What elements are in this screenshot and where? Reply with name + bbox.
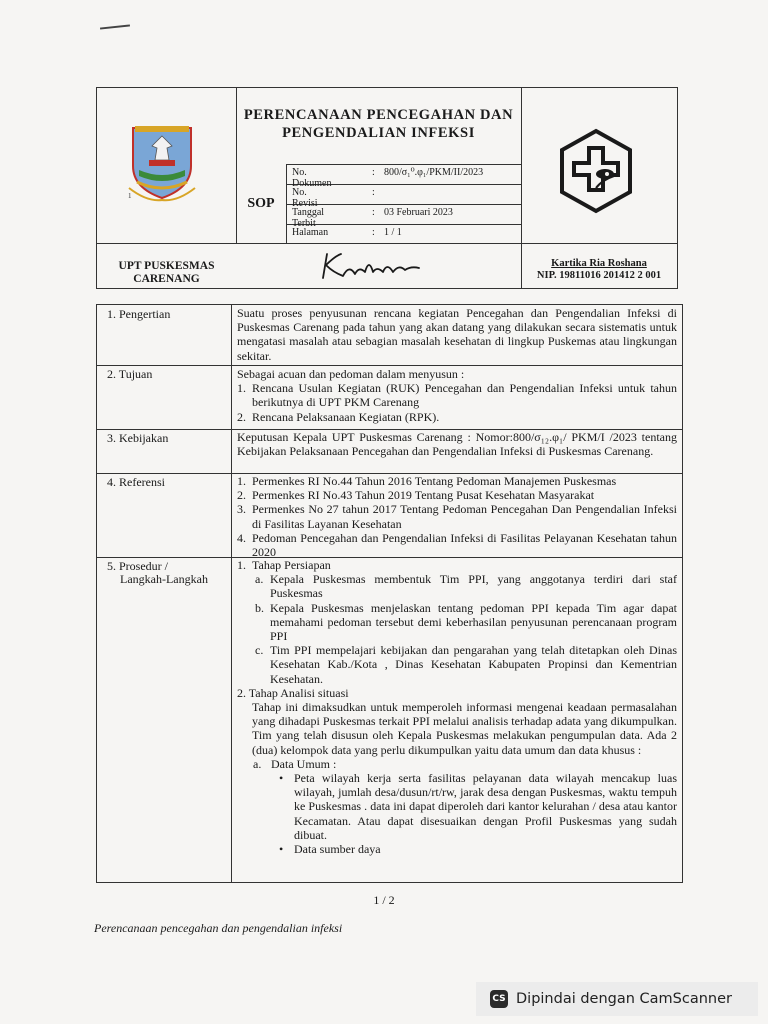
list-item	[237, 572, 677, 600]
camscanner-icon: CS	[490, 990, 508, 1008]
divider	[97, 243, 677, 244]
tujuan-intro: Sebagai acuan dan pedoman dalam menyusun :	[237, 367, 465, 381]
list-text: Peta wilayah kerja serta fasilitas pelayanan data wilayah mencakup luas wilayah, jumlah desa/dusun/rt/rw, jarak desa dengan Puskesmas, waktu tempuh ke Puskesmas . data ini dapat diperoleh dari kantor kelurahan / desa atau kantor Kecamatan. Atau dapat disesuaikan dengan Profil Puskesmas yang sudah dibuat.	[294, 771, 677, 842]
divider	[231, 305, 232, 882]
list-letter: c.	[255, 643, 264, 658]
row-label-pengertian: 1. Pengertian	[107, 307, 171, 321]
list-text: Pedoman Pencegahan dan Pengendalian Infeksi di Fasilitas Pelayanan Kesehatan tahun 2020	[252, 530, 677, 560]
list-number: 3.	[237, 502, 246, 517]
list-number: 2.	[237, 488, 246, 503]
scanner-text: Dipindai dengan CamScanner	[516, 991, 733, 1007]
list-letter: b.	[255, 600, 264, 615]
list-text: Kepala Puskesmas menjelaskan tentang pedoman PPI kepada Tim agar dapat memahami pedoman tersebut demi keberhasilan penyusunan perencanaan program PPI	[270, 600, 677, 644]
footer-text: Perencanaan pencegahan dan pengendalian infeksi	[94, 921, 343, 935]
signature	[315, 250, 425, 284]
list-item	[237, 643, 677, 686]
list-text: Permenkes RI No.44 Tahun 2016 Tentang Pedoman Manajemen Puskesmas	[252, 474, 617, 488]
sop-content-table	[96, 304, 683, 883]
list-item	[237, 502, 677, 530]
head-nip: NIP. 19811016 201412 2 001	[536, 270, 662, 281]
tujuan-content	[237, 367, 677, 424]
meta-key: No. Revisi	[292, 187, 318, 209]
list-number: 4.	[237, 530, 246, 545]
step-heading	[237, 558, 677, 572]
bullet-icon: •	[279, 842, 284, 857]
divider	[286, 204, 521, 205]
list-text: Rencana Usulan Kegiatan (RUK) Pencegahan dan Pengendalian Infeksi untuk tahun berikutnya di UPT PKM Carenang	[252, 381, 677, 410]
scanner-watermark	[476, 982, 758, 1016]
unit-name-line: UPT PUSKESMAS	[118, 260, 215, 272]
meta-colon: :	[372, 167, 375, 178]
list-letter: a.	[253, 756, 262, 771]
meta-value: 03 Februari 2023	[384, 207, 453, 218]
prosedur-content	[237, 558, 677, 856]
meta-key: No. Dokumen	[292, 167, 332, 189]
bullet-item	[237, 771, 677, 842]
meta-colon: :	[372, 187, 375, 198]
meta-value: 1 / 1	[384, 227, 402, 238]
list-item	[237, 531, 677, 559]
list-number: 1.	[237, 381, 246, 396]
referensi-list	[237, 474, 677, 559]
meta-colon: :	[372, 227, 375, 238]
list-text: Rencana Pelaksanaan Kegiatan (RPK).	[252, 409, 440, 424]
step-title: 2. Tahap Analisi situasi	[237, 685, 349, 700]
list-item	[237, 474, 677, 488]
sop-label: SOP	[247, 196, 275, 211]
list-item	[237, 381, 677, 409]
meta-key: Tanggal Terbit	[292, 207, 325, 229]
meta-key: Halaman	[292, 227, 329, 238]
bullet-icon: •	[279, 771, 284, 786]
list-text: Kepala Puskesmas membentuk Tim PPI, yang anggotanya terdiri dari staf Puskesmas	[270, 572, 677, 601]
row-label-prosedur	[107, 560, 208, 586]
head-name: Kartika Ria Roshana	[551, 258, 647, 269]
row-label-line: 5. Prosedur /	[107, 559, 168, 573]
row-label-line: Langkah-Langkah	[120, 572, 208, 586]
pen-mark	[100, 24, 130, 29]
step-number: 1.	[237, 558, 246, 572]
meta-colon: :	[372, 207, 375, 218]
list-item	[237, 410, 677, 424]
step-title: Tahap Persiapan	[252, 558, 331, 572]
regency-emblem-logo	[127, 122, 197, 202]
row-label-referensi: 4. Referensi	[107, 475, 165, 489]
head-of-unit	[521, 258, 677, 282]
list-letter: a.	[255, 572, 264, 587]
list-text: Permenkes No 27 tahun 2017 Tentang Pedoman Pencegahan Dan Pengendalian Infeksi di Fasilitas Layanan Kesehatan	[252, 502, 677, 531]
list-item	[237, 757, 677, 771]
list-text: Tim PPI mempelajari kebijakan dan pengarahan yang telah ditetapkan oleh Dinas Kesehatan Kab./Kota , Dinas Kesehatan Kabupaten Propinsi dan Kementrian Kesehatan.	[270, 643, 677, 686]
row-label-kebijakan: 3. Kebijakan	[107, 431, 169, 445]
bullet-item	[237, 842, 677, 856]
unit-name-line: CARENANG	[133, 273, 200, 285]
svg-text:1: 1	[128, 192, 132, 200]
list-text: Data sumber daya	[294, 842, 381, 857]
list-text: Data Umum :	[271, 756, 337, 771]
list-item	[237, 601, 677, 644]
document-title: PERENCANAAN PENCEGAHAN DAN PENGENDALIAN INFEKSI	[243, 107, 514, 141]
sop-header-table	[96, 87, 678, 289]
puskesmas-logo	[556, 128, 636, 214]
divider	[286, 164, 287, 243]
step-description: Tahap ini dimaksudkan untuk memperoleh informasi mengenai keadaan permasalahan yang dihadapi Puskesmas terkait PPI melalui analisis terhadap adata yang dikumpulkan. Tim yang telah disusun oleh Kepala Puskesmas melakukan pengumpulan data. Ada 2 (dua) kelompok data yang perlu dikumpulkan yaitu data umum dan data khusus :	[252, 700, 677, 757]
row-divider	[97, 365, 682, 366]
list-text: Permenkes RI No.43 Tahun 2019 Tentang Pusat Kesehatan Masyarakat	[252, 488, 595, 503]
divider	[286, 164, 521, 165]
meta-value: 800/σ₁⁰.φ₁/PKM/II/2023	[384, 167, 484, 178]
list-number: 1.	[237, 474, 246, 488]
list-number: 2.	[237, 409, 246, 424]
list-item	[237, 488, 677, 502]
page-number: 1 / 2	[373, 893, 395, 907]
pengertian-text: Suatu proses penyusunan rencana kegiatan Pencegahan dan Pengendalian Infeksi di Puskesmas Carenang pada tahun yang akan datang yang dilakukan secara sistematis untuk mengatasi masalah atau sebagian masalah kesehatan di lingkup Puskemas atau lingkungan sekitar.	[237, 306, 677, 363]
unit-name	[97, 260, 236, 286]
row-label-tujuan: 2. Tujuan	[107, 367, 153, 381]
kebijakan-text: Keputusan Kepala UPT Puskesmas Carenang : Nomor:800/σ₁₂.φ₁/ PKM/I /2023 tentang Kebijakan Pelaksanaan Pencegahan dan Pengendalian Infeksi di Puskesmas Carenang.	[237, 430, 677, 459]
